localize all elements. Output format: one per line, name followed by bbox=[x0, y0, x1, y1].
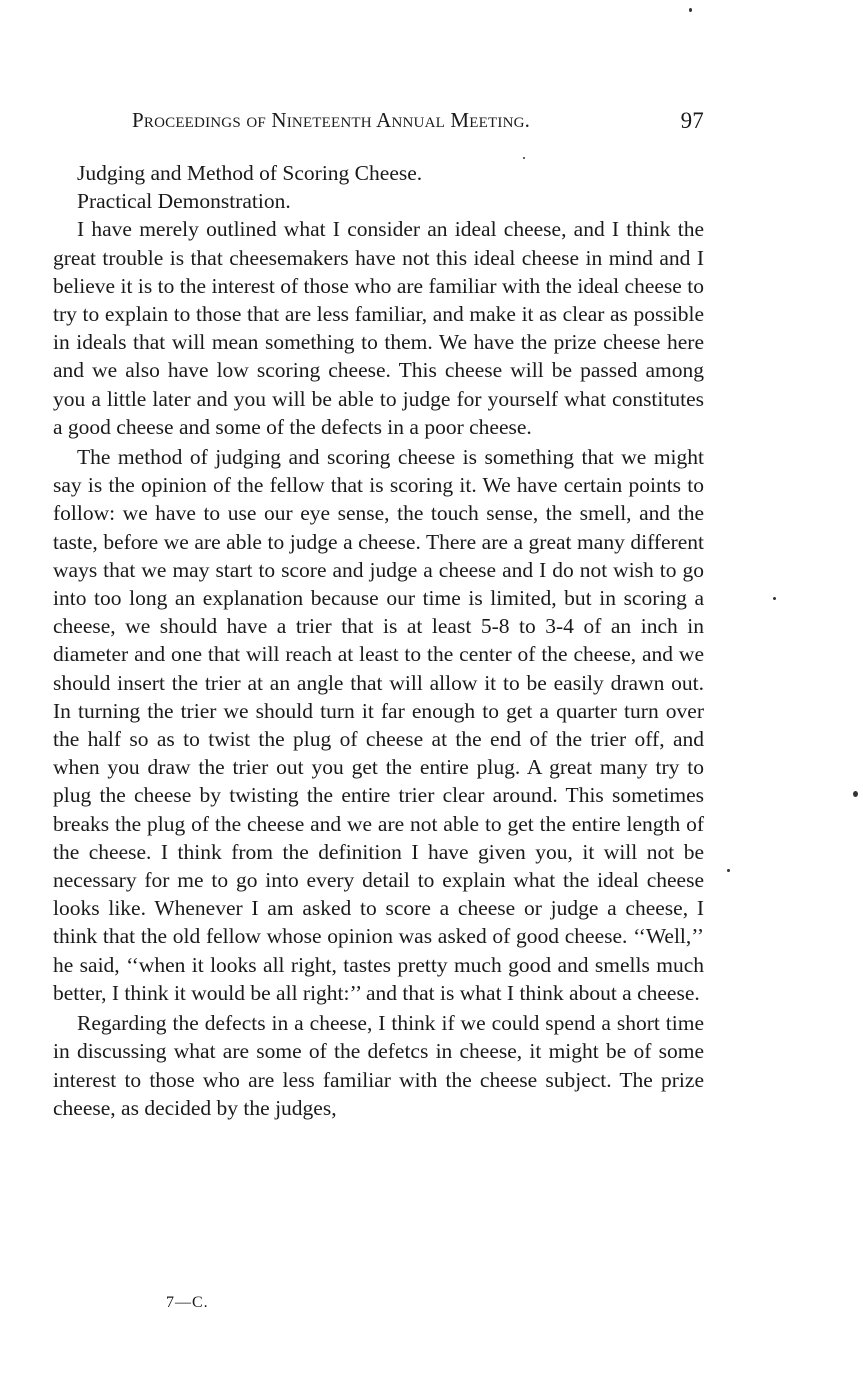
print-speck bbox=[689, 8, 692, 12]
page-number: 97 bbox=[680, 108, 704, 133]
print-speck bbox=[727, 869, 730, 872]
print-speck bbox=[853, 791, 858, 797]
signature-mark: 7—C. bbox=[166, 1294, 209, 1311]
section-subtitle: Practical Demonstration. bbox=[77, 189, 291, 214]
running-header bbox=[132, 108, 704, 138]
print-speck bbox=[523, 157, 525, 159]
section-title: Judging and Method of Scoring Cheese. bbox=[77, 161, 423, 185]
print-speck bbox=[773, 597, 776, 600]
running-title: Proceedings of Nineteenth Annual Meeting. bbox=[132, 108, 531, 132]
paragraph-defects: Regarding the defects in a cheese, I think if we could spend a short time in discussing what are some of the defetcs in cheese, it might be of some interest to those who are less familiar with the cheese subject. The prize cheese, as decided by the judges, bbox=[53, 1011, 704, 1120]
paragraph-judging-method: The method of judging and scoring cheese is something that we might say is the opinion of the fellow that is scoring it. We have certain points to follow: we have to use our eye sense, the touch sense, the smell, and the taste, before we are able to judge a cheese. There are a great many different ways that we may start to score and judge a cheese and I do not wish to go into too long an explanation because our time is limited, but in scoring a cheese, we should have a trier that is at least 5-8 to 3-4 of an inch in diameter and one that will reach at least to the center of the cheese, and we should insert the trier at an angle that will allow it to be easily drawn out. In turning the trier we should turn it far enough to get a quarter turn over the half so as to twist the plug of cheese at the end of the trier off, and when you draw the trier out you get the entire plug. A great many try to plug the cheese by twisting the entire trier clear around. This sometimes breaks the plug of the cheese and we are not able to get the entire length of the cheese. I think from the definition I have given you, it will not be necessary for me to go into every detail to explain what the ideal cheese looks like. Whenever I am asked to score a cheese or judge a cheese, I think that the old fellow whose opinion was asked of good cheese. ‘‘Well,’’ he said, ‘‘when it looks all right, tastes pretty much good and smells much better, I think it would be all right:’’ and that is what I think about a cheese. bbox=[53, 445, 704, 1005]
body-text bbox=[53, 159, 704, 1124]
paragraph-ideal-cheese: I have merely outlined what I consider an ideal cheese, and I think the great trouble is that cheesemakers have not this ideal cheese in mind and I believe it is to the interest of those who are familiar with the ideal cheese to try to explain to those that are less familiar, and make it as clear as possible in ideals that will mean something to them. We have the prize cheese here and we also have low scoring cheese. This cheese will be passed among you a little later and you will be able to judge for yourself what constitutes a good cheese and some of the defects in a poor cheese. bbox=[53, 217, 704, 439]
